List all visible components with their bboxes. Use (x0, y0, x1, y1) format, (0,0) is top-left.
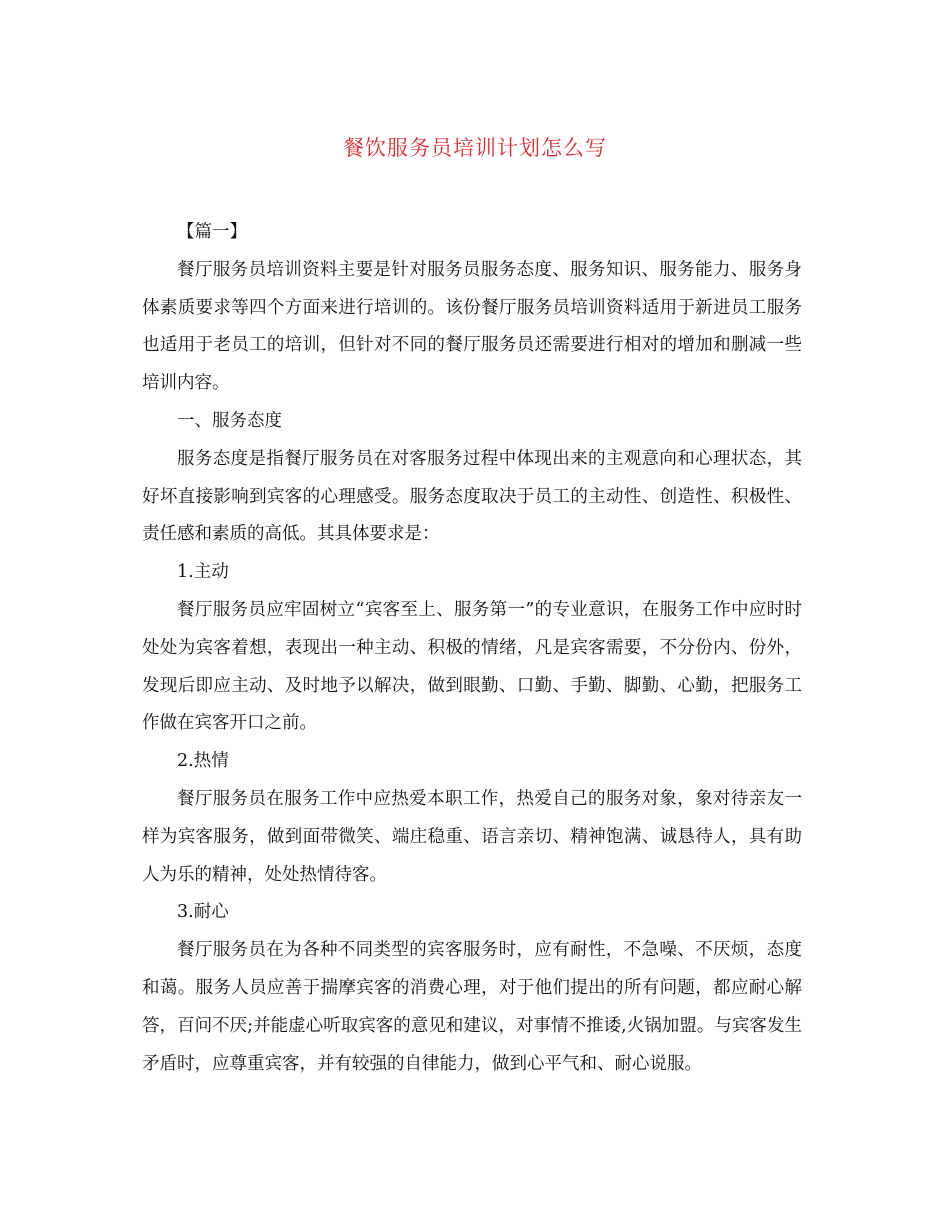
item2-heading: 2.热情 (177, 751, 229, 772)
item1-paragraph: 餐厅服务员应牢固树立“宾客至上、服务第一”的专业意识，在服务工作中应时时处处为宾客着想，表现出一种主动、积极的情绪，凡是宾客需要，不分份内、份外，发现后即应主动、及时地予以解决，做到眼勤、口勤、手勤、脚勤、心勤，把服务工作做在宾客开口之前。 (142, 599, 802, 734)
item1-heading: 1.主动 (177, 562, 229, 583)
part1-heading: 一、服务态度 (177, 410, 282, 431)
document-body (142, 214, 802, 1083)
document-title: 餐饮服务员培训计划怎么写 (343, 136, 607, 160)
intro-paragraph: 餐厅服务员培训资料主要是针对服务员服务态度、服务知识、服务能力、服务身体素质要求等四个方面来进行培训的。该份餐厅服务员培训资料适用于新进员工服务也适用于老员工的培训，但针对不同的餐厅服务员还需要进行相对的增加和删减一些培训内容。 (142, 259, 802, 394)
item3-heading: 3.耐心 (177, 902, 229, 923)
section-heading: 【篇一】 (177, 222, 247, 242)
item2-paragraph: 餐厅服务员在服务工作中应热爱本职工作，热爱自己的服务对象，象对待亲友一样为宾客服务，做到面带微笑、端庄稳重、语言亲切、精神饱满、诚恳待人，具有助人为乐的精神，处处热情待客。 (142, 788, 802, 885)
part1-paragraph: 服务态度是指餐厅服务员在对客服务过程中体现出来的主观意向和心理状态，其好坏直接影响到宾客的心理感受。服务态度取决于员工的主动性、创造性、积极性、责任感和素质的高低。其具体要求是： (142, 448, 802, 545)
item3-paragraph: 餐厅服务员在为各种不同类型的宾客服务时，应有耐性，不急噪、不厌烦，态度和蔼。服务人员应善于揣摩宾客的消费心理，对于他们提出的所有问题，都应耐心解答，百问不厌;并能虚心听取宾客的意见和建议，对事情不推诿,火锅加盟。与宾客发生矛盾时，应尊重宾客，并有较强的自律能力，做到心平气和、耐心说服。 (142, 940, 802, 1074)
